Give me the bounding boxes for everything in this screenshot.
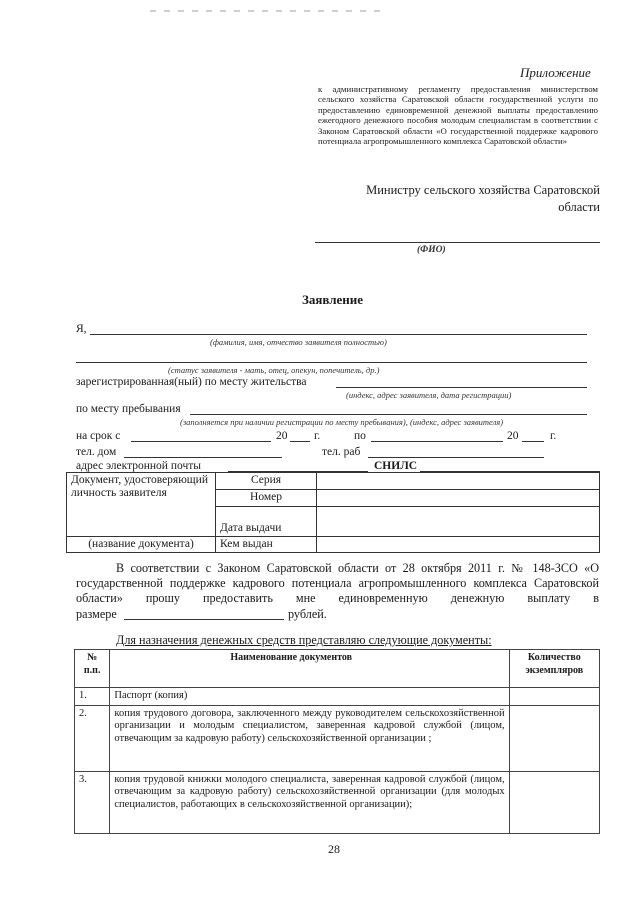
name-line[interactable] (90, 334, 587, 335)
number-label: Номер (216, 490, 317, 507)
registered-line[interactable] (336, 387, 587, 388)
registered-caption: (индекс, адрес заявителя, дата регистрации) (346, 390, 512, 400)
issue-date-label: Дата выдачи (216, 507, 317, 537)
issue-date-value[interactable] (317, 507, 600, 537)
fio-caption: (ФИО) (417, 245, 446, 255)
documents-intro: Для назначения денежных средств представляю следующие документы: (116, 633, 492, 647)
scan-noise (150, 10, 380, 12)
row-document-name: копия трудовой книжки молодого специалиста, заверенная кадровой службой (лицом, отвечающим за кадровую работу) сельскохозяйственной организации (для молодых специалистов, работающих в сельскохозяйственной организации); (110, 771, 509, 833)
column-header-quantity: Количество экземпляров (509, 650, 599, 688)
addressee-line1: Министру сельского хозяйства Саратовской (366, 183, 600, 197)
term-to-line[interactable] (371, 441, 503, 442)
row-quantity[interactable] (509, 688, 599, 706)
row-number: 1. (75, 688, 110, 706)
column-header-number: № п.п. (75, 650, 110, 688)
year1-label: 20 (276, 430, 288, 442)
snils-label: СНИЛС (374, 460, 418, 472)
number-value[interactable] (317, 490, 600, 507)
series-value[interactable] (317, 473, 600, 490)
amount-suffix: рублей. (288, 607, 327, 621)
phone-home-line[interactable] (124, 457, 282, 458)
request-text: В соответствии с Законом Саратовской области от 28 октября 2011 г. № 148-ЗСО «О государственной поддержке кадрового потенциала агропромышленного комплекса Саратовской области» прошу предоставить мне единовременную денежную выплату в (76, 561, 599, 605)
identity-document-label: Документ, удостоверяющий личность заявителя (67, 473, 216, 537)
page-number: 28 (328, 842, 340, 856)
amount-line[interactable] (124, 619, 284, 620)
row-document-name: копия трудового договора, заключенного между руководителем сельскохозяйственной организации и молодым специалистом, заверенная кадровой службой (лицом, отвечающим за кадровую работу) сельскохозяйственной организации ; (110, 705, 509, 771)
row-document-name: Паспорт (копия) (110, 688, 509, 706)
stay-caption: (заполняется при наличии регистрации по месту пребывания), (индекс, адрес заявителя) (180, 417, 504, 427)
identity-document-table (66, 472, 600, 553)
g2-label: г. (550, 430, 557, 442)
row-quantity[interactable] (509, 705, 599, 771)
stay-label: по месту пребывания (76, 403, 181, 415)
status-caption: (статус заявителя - мать, отец, опекун, попечитель, др.) (168, 365, 380, 375)
document-name-label: (название документа) (67, 537, 216, 553)
po-label: по (354, 430, 366, 442)
issued-by-value[interactable] (317, 537, 600, 553)
amount-prefix: размере (76, 607, 117, 621)
year1-line[interactable] (290, 441, 310, 442)
table-row (75, 771, 600, 833)
phone-home-label: тел. дом (76, 446, 117, 458)
issued-by-label: Кем выдан (216, 537, 317, 553)
name-caption: (фамилия, имя, отчество заявителя полностью) (210, 337, 387, 347)
row-number: 3. (75, 771, 110, 833)
page-title: Заявление (302, 292, 364, 307)
g1-label: г. (314, 430, 321, 442)
status-line[interactable] (76, 362, 587, 363)
fio-line[interactable] (315, 242, 600, 243)
series-label: Серия (216, 473, 317, 490)
appendix-title: Приложение (520, 65, 591, 80)
year2-label: 20 (507, 430, 519, 442)
documents-table (74, 649, 600, 834)
email-label: адрес электронной почты (76, 460, 201, 472)
term-from-line[interactable] (131, 441, 271, 442)
table-row (75, 705, 600, 771)
row-quantity[interactable] (509, 771, 599, 833)
row-number: 2. (75, 705, 110, 771)
stay-line[interactable] (190, 414, 587, 415)
table-row (75, 688, 600, 706)
ya-label: Я, (76, 323, 87, 335)
term-from-label: на срок с (76, 430, 121, 442)
phone-work-label: тел. раб (322, 446, 361, 458)
addressee-line2: области (558, 200, 600, 214)
phone-work-line[interactable] (368, 457, 544, 458)
year2-line[interactable] (522, 441, 544, 442)
column-header-name: Наименование документов (110, 650, 509, 688)
appendix-text: к административному регламенту предоставления министерством сельского хозяйства Саратовской области государственной услуги по предоставлению единовременной денежной выплаты предоставлению ежегодного денежного пособия молодым специалистам в соответствии с Законом Саратовской области «О государственной поддержке кадрового потенциала агропромышленного комплекса Саратовской области» (318, 84, 598, 147)
registered-label: зарегистрированная(ный) по месту жительства (76, 376, 307, 388)
